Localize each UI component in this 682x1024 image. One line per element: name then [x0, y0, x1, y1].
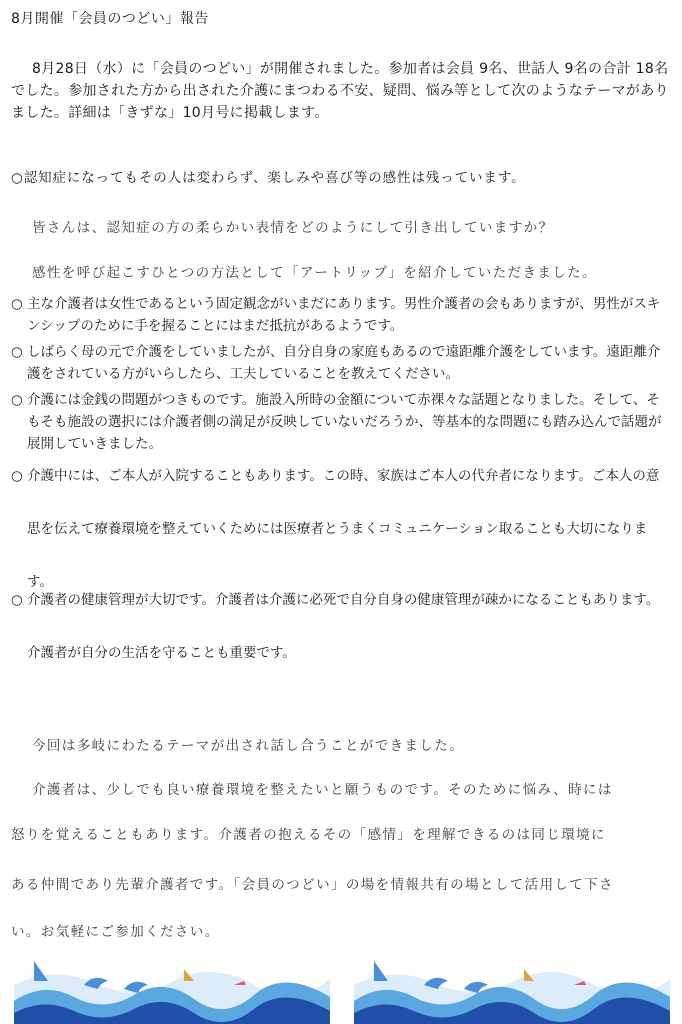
- closing-line1: 今回は多岐にわたるテーマが出され話し合うことができました。: [32, 738, 465, 754]
- wave-decoration-right: [354, 955, 670, 1024]
- bullet-item: ○ しばらく母の元で介護をしていましたが、自分自身の家庭もあるので遠距離介護をしています。遠距離介護をされている方がいらしたら、工夫していることを教えてください。: [11, 341, 671, 385]
- bullet-item: ○ 介護には金銭の問題がつきものです。施設入所時の金額について赤裸々な話題となりました。そして、そもそも施設の選択には介護者側の満足が反映していないだろうか、等基本的な問題にも踏み込んで話題が展開していきました。: [11, 389, 671, 455]
- bullet-mark: ○: [11, 296, 23, 312]
- bullet-mark: ○: [11, 592, 23, 608]
- intro-paragraph: 8月28日（水）に「会員のつどい」が開催されました。参加者は会員 9名、世話人 9名の合計 18名でした。参加された方から出された介護にまつわる不安、疑問、悩み等として次のようなテーマがありました。詳細は「きずな」10月号に掲載します。: [11, 61, 669, 121]
- page-title: 8月開催「会員のつどい」報告: [11, 11, 209, 27]
- closing-line4: ある仲間であり先輩介護者です。「会員のつどい」の場を情報共有の場として活用して下さ: [11, 877, 615, 893]
- bullet-mark: ○: [11, 392, 23, 408]
- bullet-item: ○ 主な介護者は女性であるという固定観念がいまだにあります。男性介護者の会もありますが、男性がスキンシップのために手を握ることにはまだ抵抗があるようです。: [11, 293, 671, 337]
- wave-decoration-left: [14, 955, 330, 1024]
- section1-line3: 感性を呼び起こすひとつの方法として「アートリップ」を紹介していただきました。: [32, 265, 597, 281]
- section1-line1: ○認知症になってもその人は変わらず、楽しみや喜び等の感性は残っています。: [11, 170, 526, 186]
- bullet-mark: ○: [11, 468, 23, 484]
- bullet-mark: ○: [11, 344, 23, 360]
- closing-line5: い。お気軽にご参加ください。: [11, 924, 220, 940]
- bullet-item: ○ 介護者の健康管理が大切です。介護者は介護に必死で自分自身の健康管理が疎かになることもあります。介護者が自分の生活を守ることも重要です。: [11, 574, 671, 680]
- bullet-item: ○ 介護中には、ご本人が入院することもあります。この時、家族はご本人の代弁者になります。ご本人の意思を伝えて療養環境を整えていくためには医療者とうまくコミュニケーション取ることも大切になります。: [11, 450, 671, 609]
- closing-line3: 怒りを覚えることもあります。介護者の抱えるその「感情」を理解できるのは同じ環境に: [11, 827, 606, 843]
- bullet-mark: ○: [11, 170, 24, 186]
- closing-line2: 介護者は、少しでも良い療養環境を整えたいと願うものです。そのために悩み、時には: [32, 782, 613, 798]
- section1-line2: 皆さんは、認知症の方の柔らかい表情をどのようにして引き出していますか？: [32, 220, 554, 236]
